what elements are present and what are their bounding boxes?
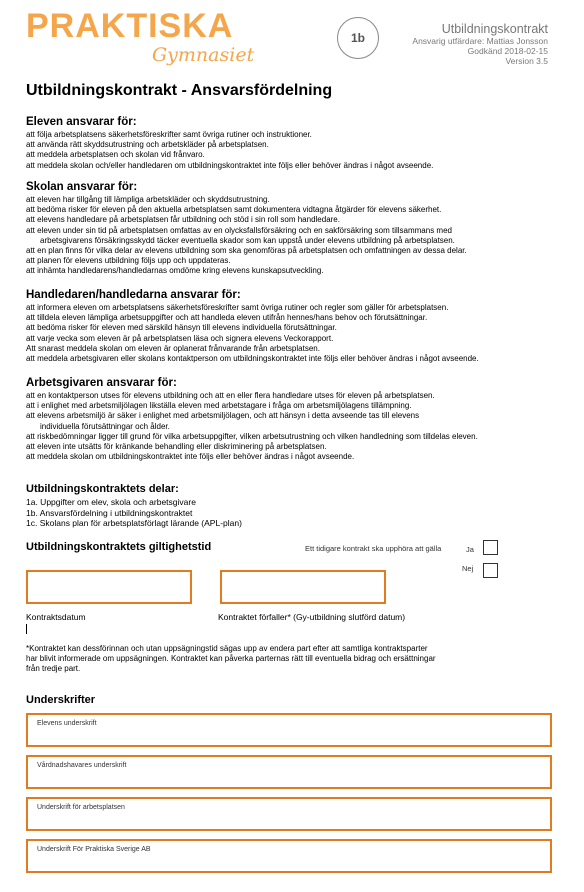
document-title: Utbildningskontrakt - Ansvarsfördelning (26, 82, 333, 99)
section-line: att eleven har tillgång till lämpliga arbetskläder och skyddsutrustning. (26, 195, 270, 204)
validity-title: Utbildningskontraktets giltighetstid (26, 541, 212, 553)
logo-main-text: PRAKTISKA (26, 7, 234, 45)
section-line: att meddela arbetsgivaren eller skolans kontaktperson om utbildningskontraktet inte följs eller behöver ändras i något avseende. (26, 354, 479, 364)
section-line: Att snarast meddela skolan om eleven är oplanerat frånvarande från arbetsplatsen. (26, 343, 320, 353)
guardian-signature-field[interactable] (26, 755, 552, 789)
previous-contract-question: Ett tidigare kontrakt ska upphöra att gälla (305, 544, 442, 553)
section-line: att följa arbetsplatsens säkerhetsföreskrifter samt övriga rutiner och instruktioner. (26, 130, 312, 139)
section-line: att informera eleven om arbetsplatsens säkerhetsföreskrifter samt övriga rutiner och regler som gäller för arbetsplatsen. (26, 303, 449, 312)
section-line: att meddela skolan om utbildningskontraktet inte följs eller behöver ändras i något avseende. (26, 452, 355, 462)
no-label: Nej (462, 564, 474, 573)
section-line: att elevens arbetsmiljö är säker i enlighet med arbetsmiljölagen, och att hänsyn i detta avseende tas till elevens (26, 411, 420, 421)
section-title: Handledaren/handledarna ansvarar för: (26, 289, 241, 301)
section-line: att meddela skolan och/eller handledaren om utbildningskontraktet inte följs eller behöver ändras i något avseende. (26, 160, 434, 170)
document-part-badge: 1b (337, 17, 379, 59)
section-line: att tilldela eleven lämpliga arbetsuppgifter och att handleda eleven utifrån hennes/hans behov och förutsättningar. (26, 313, 428, 323)
section-line: att en kontaktperson utses för elevens utbildning och att en eller flera handledare utses för eleven på arbetsplatsen. (26, 391, 435, 400)
header-approved: Godkänd 2018-02-15 (467, 46, 548, 56)
yes-checkbox[interactable] (483, 540, 498, 555)
signatures-title: Underskrifter (26, 694, 96, 706)
section-line: att använda rätt skyddsutrustning och arbetskläder på arbetsplatsen. (26, 140, 269, 150)
section-line: att bedöma risker för eleven med särskild hänsyn till elevens individuella förutsättningar. (26, 323, 337, 333)
signature-label: Vårdnadshavares underskrift (37, 762, 127, 769)
section-line: att varje vecka som eleven är på arbetsplatsen läsa och signera elevens Veckorapport. (26, 333, 334, 343)
footnote-line: från tredje part. (26, 664, 81, 673)
no-checkbox[interactable] (483, 563, 498, 578)
contract-part-item: 1b. Ansvarsfördelning i utbildningskontraktet (26, 507, 193, 518)
section-title: Skolan ansvarar för: (26, 181, 138, 193)
workplace-signature-field[interactable] (26, 797, 552, 831)
praktiska-signature-field[interactable] (26, 839, 552, 873)
contract-parts-list (26, 497, 242, 529)
text-cursor (26, 624, 27, 634)
section-line: att en plan finns för vilka delar av elevens utbildning som ska genomföras på arbetsplatsen och omfattningen av dessa delar. (26, 246, 467, 256)
contract-part-item: 1c. Skolans plan för arbetsplatsförlagt lärande (APL-plan) (26, 518, 242, 528)
section-line: att bedöma risker för eleven på den aktuella arbetsplatsen samt dokumentera vidtagna åtgärder för elevens säkerhet. (26, 205, 442, 215)
header-title: Utbildningskontrakt (441, 22, 548, 36)
section-line: att meddela arbetsplatsen och skolan vid frånvaro. (26, 150, 205, 160)
section-title: Eleven ansvarar för: (26, 116, 137, 128)
section-line: arbetsgivarens försäkringsskydd täcker eventuella skador som kan uppstå under elevens utbildning på arbetsplatsen. (40, 235, 455, 245)
section-line: individuella förutsättningar och ålder. (40, 421, 170, 431)
contract-date-label: Kontraktsdatum (26, 612, 86, 622)
section-student (26, 115, 566, 171)
section-line: att elevens handledare på arbetsplatsen får utbildning och stöd i sin roll som handledare. (26, 215, 340, 225)
contract-part-item: 1a. Uppgifter om elev, skola och arbetsgivare (26, 497, 196, 507)
section-line: att eleven inte utsätts för kränkande behandling eller diskriminering på arbetsplatsen. (26, 442, 327, 452)
yes-label: Ja (466, 545, 474, 554)
logo-sub-text: Gymnasiet (152, 44, 255, 66)
signature-label: Underskrift För Praktiska Sverige AB (37, 846, 151, 853)
header-responsible: Ansvarig utfärdare: Mattias Jonsson (412, 36, 548, 46)
section-school (26, 180, 566, 277)
footnote-line: *Kontraktet kan dessförinnan och utan uppsägningstid sägas upp av endera part efter att samtliga kontraktsparter (26, 644, 428, 653)
header-meta (412, 22, 548, 66)
footnote-line: har blivit informerade om uppsägningen. Kontraktet kan påverka parternas rätt till eventuella bidrag och ersättningar (26, 654, 436, 663)
student-signature-field[interactable] (26, 713, 552, 747)
contract-parts-title: Utbildningskontraktets delar: (26, 483, 179, 495)
section-line: att inhämta handledarens/handledarnas omdöme kring elevens kunskapsutveckling. (26, 266, 324, 276)
header-version: Version 3.5 (505, 56, 548, 66)
section-title: Arbetsgivaren ansvarar för: (26, 377, 177, 389)
section-line: att eleven under sin tid på arbetsplatsen omfattas av en olycksfallsförsäkring och en sakförsäkring som tillsammans med (26, 225, 452, 235)
section-supervisor (26, 288, 566, 364)
contract-expiry-label: Kontraktet förfaller* (Gy-utbildning slutförd datum) (218, 612, 406, 622)
praktiska-logo (26, 8, 256, 68)
section-line: att i enlighet med arbetsmiljölagen likställa eleven med arbetstagare i fråga om arbetsmiljölagens tillämpning. (26, 401, 412, 411)
contract-expiry-field[interactable] (220, 570, 386, 604)
section-employer (26, 376, 566, 462)
contract-date-field[interactable] (26, 570, 192, 604)
section-line: att planen för elevens utbildning följs upp och uppdateras. (26, 256, 231, 266)
signature-label: Elevens underskrift (37, 720, 97, 727)
footnote (26, 644, 436, 674)
signature-label: Underskrift för arbetsplatsen (37, 804, 125, 811)
section-line: att riskbedömningar ligger till grund för vilka arbetsuppgifter, vilken arbetsutrustning och vilken handledning som tilldelas eleven. (26, 431, 478, 441)
